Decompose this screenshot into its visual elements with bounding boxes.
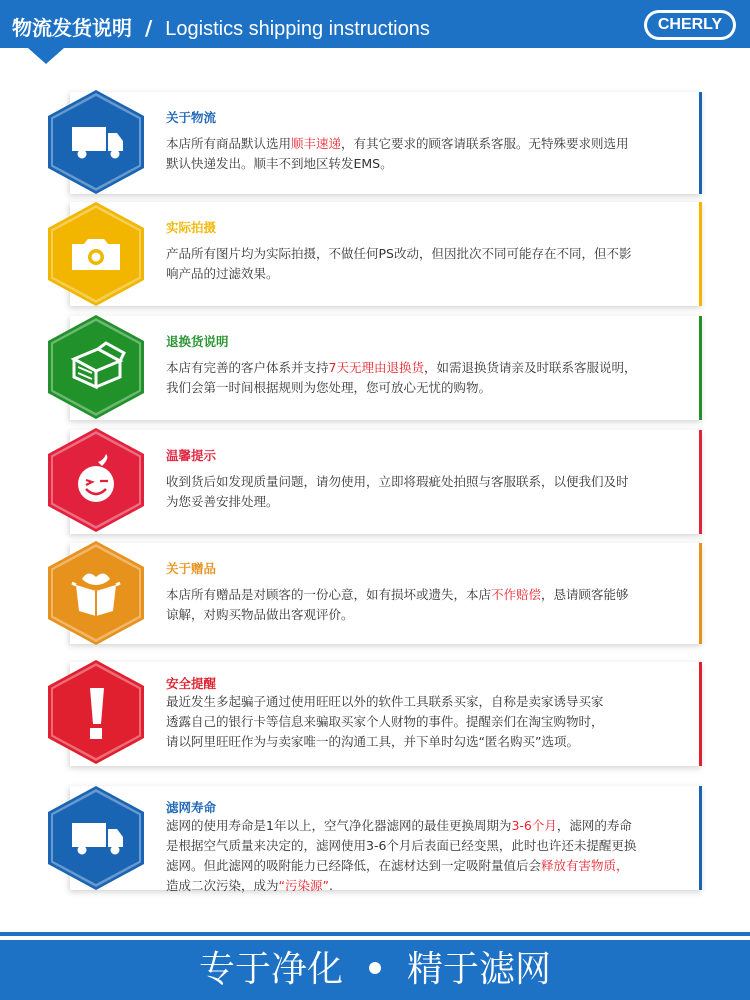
section-body-line	[166, 134, 686, 154]
body-text: 滤网。但此滤网的吸附能力已经降低，在滤材达到一定吸附量值后会	[166, 858, 542, 873]
section-accent-bar	[699, 92, 702, 194]
section-body	[166, 134, 686, 174]
body-text: 是根据空气质量来决定的，滤网使用3-6个月后表面已经变黑，此时也许还未提醒更换	[166, 838, 637, 853]
title-separator: /	[144, 16, 153, 40]
section-title: 关于物流	[166, 110, 217, 125]
section-body	[166, 244, 686, 284]
body-text: 我们会第一时间根据规则为您处理，您可放心无忧的购物。	[166, 380, 492, 395]
section-title: 退换货说明	[166, 334, 229, 349]
section-body-line	[166, 712, 686, 732]
section-accent-bar	[699, 316, 702, 420]
brand-logo-text: CHERLY	[647, 13, 733, 37]
section-body-line	[166, 692, 686, 712]
page-title-cn: 物流发货说明	[12, 16, 132, 40]
footer-divider	[0, 932, 750, 936]
bullet-dot-icon	[369, 962, 381, 974]
section-body-line	[166, 816, 686, 836]
section-title: 滤网寿命	[166, 800, 217, 815]
section-body-line	[166, 836, 686, 856]
section-body-line	[166, 492, 686, 512]
brand-logo	[644, 10, 736, 40]
section-body-line	[166, 358, 686, 378]
body-text: 滤网的使用寿命是1年以上，空气净化器滤网的最佳更换周期为	[166, 818, 512, 833]
body-text: 本店所有商品默认选用	[166, 136, 292, 151]
body-text: ，有其它要求的顾客请联系客服。无特殊要求则选用	[341, 136, 629, 151]
body-text: 谅解，对购买物品做出客观评价。	[166, 607, 354, 622]
page-title	[12, 12, 430, 41]
body-text: 为您妥善安排处理。	[166, 494, 279, 509]
body-text: 本店所有赠品是对顾客的一份心意，如有损坏或遗失，本店	[166, 587, 492, 602]
highlight-text: 顺丰速递	[291, 136, 342, 151]
section-body-line	[166, 154, 686, 174]
section-body-line	[166, 856, 686, 876]
body-text: .	[328, 878, 333, 893]
section-body	[166, 585, 686, 625]
body-text: 响产品的过滤效果。	[166, 266, 279, 281]
highlight-text: 7天无理由退换货	[328, 360, 424, 375]
body-text: 本店有完善的客户体系并支持	[166, 360, 329, 375]
body-text: 最近发生多起骗子通过使用旺旺以外的软件工具联系买家，自称是卖家诱导买家	[166, 694, 604, 709]
body-text: ，如需退换货请亲及时联系客服说明，	[423, 360, 637, 375]
section-body-line	[166, 732, 686, 752]
section-title: 安全提醒	[166, 676, 217, 691]
section-body-line	[166, 244, 686, 264]
page-title-en: Logistics shipping instructions	[165, 18, 430, 40]
highlight-text: “污染源”	[278, 878, 329, 893]
footer-banner	[0, 940, 750, 1000]
section-title: 实际拍摄	[166, 220, 217, 235]
body-text: ，恳请顾客能够	[541, 587, 629, 602]
section-accent-bar	[699, 786, 702, 890]
section-body-line	[166, 378, 686, 398]
body-text: 造成二次污染，成为	[166, 878, 279, 893]
footer-slogan	[0, 940, 750, 1000]
highlight-text: 3-6个月	[511, 818, 557, 833]
body-text: 收到货后如发现质量问题，请勿使用，立即将瑕疵处拍照与客服联系，以便我们及时	[166, 474, 629, 489]
section-title: 关于赠品	[166, 561, 217, 576]
highlight-text: 不作赔偿	[491, 587, 542, 602]
section-accent-bar	[699, 202, 702, 306]
section-body-line	[166, 876, 686, 896]
section-body	[166, 358, 686, 398]
section-title: 温馨提示	[166, 448, 217, 463]
section-accent-bar	[699, 662, 702, 766]
section-body-line	[166, 605, 686, 625]
section-body-line	[166, 472, 686, 492]
section-accent-bar	[699, 543, 702, 644]
header-notch	[28, 48, 64, 64]
body-text: 请以阿里旺旺作为与卖家唯一的沟通工具，并下单时勾选“匿名购买”选项。	[166, 734, 579, 749]
body-text: 透露自己的银行卡等信息来骗取买家个人财物的事件。提醒亲们在淘宝购物时，	[166, 714, 604, 729]
section-body	[166, 472, 686, 512]
section-body	[166, 692, 686, 752]
section-body	[166, 816, 686, 896]
body-text: 产品所有图片均为实际拍摄，不做任何PS改动，但因批次不同可能存在不同，但不影	[166, 246, 632, 261]
section-accent-bar	[699, 430, 702, 534]
highlight-text: 释放有害物质，	[541, 858, 629, 873]
body-text: 默认快递发出。顺丰不到地区转发EMS。	[166, 156, 393, 171]
section-body-line	[166, 264, 686, 284]
footer-slogan-left: 专于净化	[198, 949, 343, 990]
section-body-line	[166, 585, 686, 605]
body-text: ，滤网的寿命	[556, 818, 632, 833]
footer-slogan-right: 精于滤网	[407, 949, 552, 990]
header-banner	[0, 0, 750, 48]
